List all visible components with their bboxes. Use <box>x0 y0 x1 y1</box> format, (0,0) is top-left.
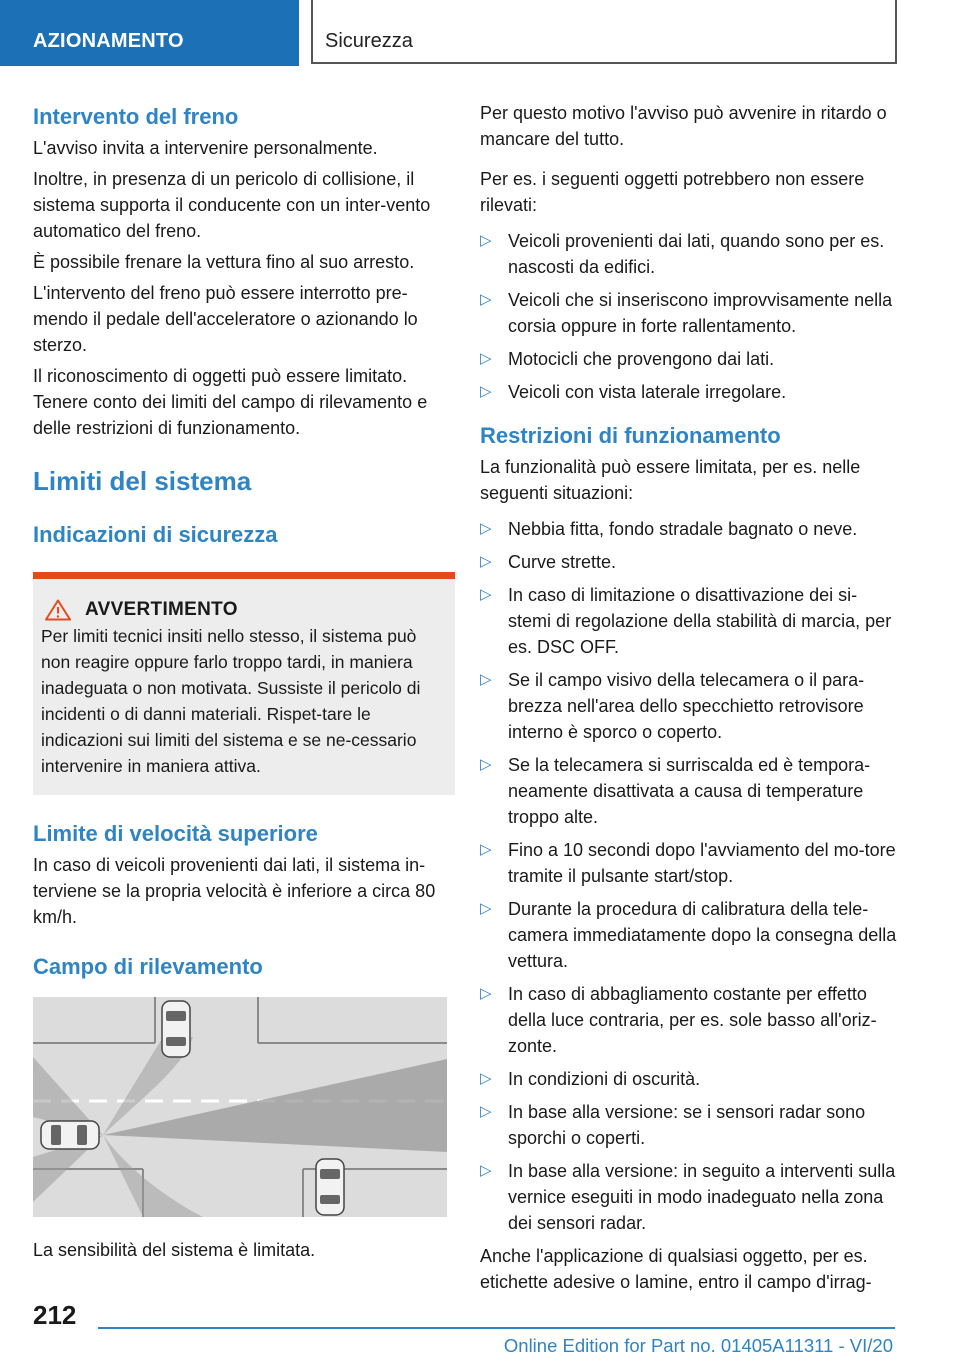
triangle-bullet-icon: ▷ <box>480 232 492 249</box>
brake-paragraph: Il riconoscimento di oggetti può essere limitato. Tenere conto dei limiti del campo di rilevamento e delle restrizioni di funzionamento. <box>33 366 428 438</box>
intro-paragraph: Per es. i seguenti oggetti potrebbero non essere rilevati: <box>480 169 865 215</box>
car-bottom <box>316 1159 344 1215</box>
section-title: AZIONAMENTO <box>33 30 184 52</box>
restrictions-list <box>480 516 898 1236</box>
list-item: ▷ Fino a 10 secondi dopo l'avviamento del mo-tore tramite il pulsante start/stop. <box>480 837 898 889</box>
list-item: ▷ Veicoli che si inseriscono improvvisamente nella corsia oppure in forte rallentamento. <box>480 287 898 339</box>
intro-paragraph: Per questo motivo l'avviso può avvenire in ritardo o mancare del tutto. <box>480 103 887 149</box>
triangle-bullet-icon: ▷ <box>480 586 492 603</box>
right-column <box>480 100 898 1300</box>
footer-divider <box>98 1327 895 1329</box>
page-number: 212 <box>33 1300 77 1330</box>
brake-paragraph: L'avviso invita a intervenire personalmente. <box>33 138 378 158</box>
triangle-bullet-icon: ▷ <box>480 1103 492 1120</box>
list-item: ▷ In caso di abbagliamento costante per effetto della luce contraria, per es. sole basso all'oriz-zonte. <box>480 981 898 1059</box>
restrictions-heading: Restrizioni di funzionamento <box>480 423 781 448</box>
list-item: ▷ Se il campo visivo della telecamera o il para-brezza nell'area dello specchietto retrovisore interno è sporco o coperto. <box>480 667 898 745</box>
warning-triangle-icon <box>45 599 71 621</box>
brake-paragraph: È possibile frenare la vettura fino al suo arresto. <box>33 252 415 272</box>
list-item: ▷ Se la telecamera si surriscalda ed è tempora-neamente disattivata a causa di temperature troppo alte. <box>480 752 898 830</box>
brake-heading: Intervento del freno <box>33 104 239 129</box>
figure-caption: La sensibilità del sistema è limitata. <box>33 1240 316 1260</box>
list-item: ▷ Durante la procedura di calibratura della tele-camera immediatamente dopo la consegna della vettura. <box>480 896 898 974</box>
list-item: ▷ In caso di limitazione o disattivazione dei si-stemi di regolazione della stabilità di marcia, per es. DSC OFF. <box>480 582 898 660</box>
chapter-header <box>311 0 897 64</box>
speed-heading: Limite di velocità superiore <box>33 821 318 846</box>
triangle-bullet-icon: ▷ <box>480 671 492 688</box>
list-item: ▷ In condizioni di oscurità. <box>480 1066 898 1092</box>
triangle-bullet-icon: ▷ <box>480 985 492 1002</box>
triangle-bullet-icon: ▷ <box>480 1162 492 1179</box>
range-heading: Campo di rilevamento <box>33 954 263 979</box>
triangle-bullet-icon: ▷ <box>480 383 492 400</box>
triangle-bullet-icon: ▷ <box>480 900 492 917</box>
left-column <box>33 100 451 1268</box>
triangle-bullet-icon: ▷ <box>480 520 492 537</box>
outro-paragraph: Anche l'applicazione di qualsiasi oggetto, per es. etichette adesive o lamine, entro il campo d'irrag- <box>480 1246 872 1292</box>
triangle-bullet-icon: ▷ <box>480 841 492 858</box>
triangle-bullet-icon: ▷ <box>480 291 492 308</box>
edition-footer: Online Edition for Part no. 01405A11311 - VI/20 <box>503 1335 893 1356</box>
limits-heading: Limiti del sistema <box>33 466 252 496</box>
list-item: ▷ Veicoli con vista laterale irregolare. <box>480 379 898 405</box>
car-left <box>41 1121 99 1149</box>
list-item: ▷ In base alla versione: in seguito a interventi sulla vernice eseguiti in modo inadeguato nella zona dei sensori radar. <box>480 1158 898 1236</box>
warning-title: AVVERTIMENTO <box>85 599 238 620</box>
list-item: ▷ In base alla versione: se i sensori radar sono sporchi o coperti. <box>480 1099 898 1151</box>
warning-text: Per limiti tecnici insiti nello stesso, il sistema può non reagire oppure farlo troppo tardi, in maniera inadeguata o non motivata. Sussiste il pericolo di incidenti o di danni materiali. Rispet-tare le indicazioni sui limiti del sistema e se ne-cessario intervenire in maniera attiva. <box>41 626 421 776</box>
triangle-bullet-icon: ▷ <box>480 1070 492 1087</box>
warning-box <box>33 572 455 795</box>
triangle-bullet-icon: ▷ <box>480 350 492 367</box>
list-item: ▷ Curve strette. <box>480 549 898 575</box>
car-top <box>162 1001 190 1057</box>
list-item: ▷ Nebbia fitta, fondo stradale bagnato o neve. <box>480 516 898 542</box>
detection-range-figure <box>33 997 447 1217</box>
triangle-bullet-icon: ▷ <box>480 756 492 773</box>
list-item: ▷ Veicoli provenienti dai lati, quando sono per es. nascosti da edifici. <box>480 228 898 280</box>
list-item: ▷ Motocicli che provengono dai lati. <box>480 346 898 372</box>
restrictions-intro: La funzionalità può essere limitata, per es. nelle seguenti situazioni: <box>480 457 861 503</box>
objects-list <box>480 228 898 405</box>
section-tab <box>0 0 299 66</box>
triangle-bullet-icon: ▷ <box>480 553 492 570</box>
chapter-title: Sicurezza <box>325 30 413 52</box>
speed-text: In caso di veicoli provenienti dai lati, il sistema in-terviene se la propria velocità è inferiore a circa 80 km/h. <box>33 855 436 927</box>
brake-paragraph: Inoltre, in presenza di un pericolo di collisione, il sistema supporta il conducente con un inter-vento automatico del freno. <box>33 169 431 241</box>
safety-heading: Indicazioni di sicurezza <box>33 522 278 547</box>
brake-paragraph: L'intervento del freno può essere interrotto pre-mendo il pedale dell'acceleratore o azionando lo sterzo. <box>33 283 418 355</box>
